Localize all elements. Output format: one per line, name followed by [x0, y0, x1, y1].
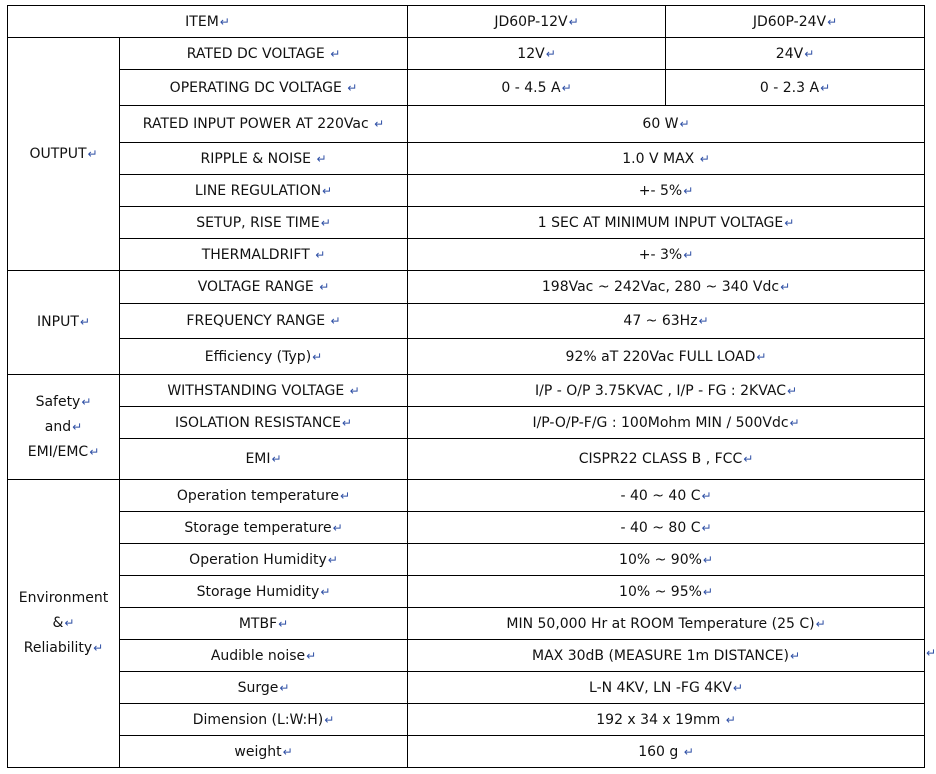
table-row: [8, 271, 925, 304]
row-label: RATED INPUT POWER AT 220Vac ↵: [120, 106, 408, 143]
header-model-a-cell: JD60P-12V↵: [408, 6, 666, 38]
group-safety-cell: Safety↵ and↵ EMI/EMC↵: [8, 375, 120, 480]
row-label: LINE REGULATION↵: [120, 175, 408, 207]
row-label: SETUP, RISE TIME↵: [120, 207, 408, 239]
table-row: [8, 143, 925, 175]
table-row: [8, 407, 925, 439]
return-mark-icon: ↵: [926, 646, 936, 660]
table-row: [8, 544, 925, 576]
row-value: 10% ~ 95%↵: [408, 576, 925, 608]
row-value: 47 ~ 63Hz↵: [408, 304, 925, 339]
row-label: Surge↵: [120, 672, 408, 704]
row-value: +- 5%↵: [408, 175, 925, 207]
row-label: Efficiency (Typ)↵: [120, 339, 408, 375]
table-row: [8, 175, 925, 207]
row-value-a: 0 - 4.5 A↵: [408, 70, 666, 106]
table-row-header: [8, 6, 925, 38]
row-value: 1 SEC AT MINIMUM INPUT VOLTAGE↵: [408, 207, 925, 239]
table-row: [8, 736, 925, 768]
table-row: [8, 512, 925, 544]
row-value: 160 g ↵: [408, 736, 925, 768]
table-row: [8, 480, 925, 512]
row-value: 198Vac ~ 242Vac, 280 ~ 340 Vdc↵: [408, 271, 925, 304]
row-value-a: 12V↵: [408, 38, 666, 70]
row-value-b: 0 - 2.3 A↵: [666, 70, 925, 106]
table-row: [8, 375, 925, 407]
row-value-b: 24V↵: [666, 38, 925, 70]
row-label: VOLTAGE RANGE ↵: [120, 271, 408, 304]
table-row: [8, 207, 925, 239]
group-output-cell: OUTPUT↵: [8, 38, 120, 271]
header-item-cell: ITEM↵: [8, 6, 408, 38]
table-row: [8, 339, 925, 375]
row-label: RIPPLE & NOISE ↵: [120, 143, 408, 175]
row-value: CISPR22 CLASS B , FCC↵: [408, 439, 925, 480]
row-label: Storage temperature↵: [120, 512, 408, 544]
row-label: ISOLATION RESISTANCE↵: [120, 407, 408, 439]
row-value: - 40 ~ 40 C↵: [408, 480, 925, 512]
table-row: [8, 304, 925, 339]
row-value: I/P - O/P 3.75KVAC , I/P - FG : 2KVAC↵: [408, 375, 925, 407]
row-label: THERMALDRIFT ↵: [120, 239, 408, 271]
row-value: 92% aT 220Vac FULL LOAD↵: [408, 339, 925, 375]
table-row: [8, 239, 925, 271]
table-row: [8, 672, 925, 704]
table-row: [8, 704, 925, 736]
table-row: [8, 576, 925, 608]
row-value: 192 x 34 x 19mm ↵: [408, 704, 925, 736]
row-label: Storage Humidity↵: [120, 576, 408, 608]
row-label: Operation Humidity↵: [120, 544, 408, 576]
row-value: MAX 30dB (MEASURE 1m DISTANCE)↵: [408, 640, 925, 672]
row-value: 10% ~ 90%↵: [408, 544, 925, 576]
row-label: weight↵: [120, 736, 408, 768]
table-row: [8, 439, 925, 480]
group-environment-cell: Environment &↵ Reliability↵: [8, 480, 120, 768]
row-value: 60 W↵: [408, 106, 925, 143]
table-row: [8, 70, 925, 106]
spec-table: [7, 5, 925, 768]
group-input-cell: INPUT↵: [8, 271, 120, 375]
row-value: - 40 ~ 80 C↵: [408, 512, 925, 544]
header-model-b-cell: JD60P-24V↵: [666, 6, 925, 38]
row-value: L-N 4KV, LN -FG 4KV↵: [408, 672, 925, 704]
row-value: +- 3%↵: [408, 239, 925, 271]
row-label: FREQUENCY RANGE ↵: [120, 304, 408, 339]
row-value: 1.0 V MAX ↵: [408, 143, 925, 175]
row-label: OPERATING DC VOLTAGE ↵: [120, 70, 408, 106]
row-label: Dimension (L:W:H)↵: [120, 704, 408, 736]
row-label: Operation temperature↵: [120, 480, 408, 512]
table-row: [8, 106, 925, 143]
row-label: MTBF↵: [120, 608, 408, 640]
row-label: EMI↵: [120, 439, 408, 480]
table-row: [8, 38, 925, 70]
row-value: MIN 50,000 Hr at ROOM Temperature (25 C)↵: [408, 608, 925, 640]
row-label: WITHSTANDING VOLTAGE ↵: [120, 375, 408, 407]
table-row: [8, 640, 925, 672]
row-label: Audible noise↵: [120, 640, 408, 672]
table-row: [8, 608, 925, 640]
row-label: RATED DC VOLTAGE ↵: [120, 38, 408, 70]
row-value: I/P-O/P-F/G : 100Mohm MIN / 500Vdc↵: [408, 407, 925, 439]
